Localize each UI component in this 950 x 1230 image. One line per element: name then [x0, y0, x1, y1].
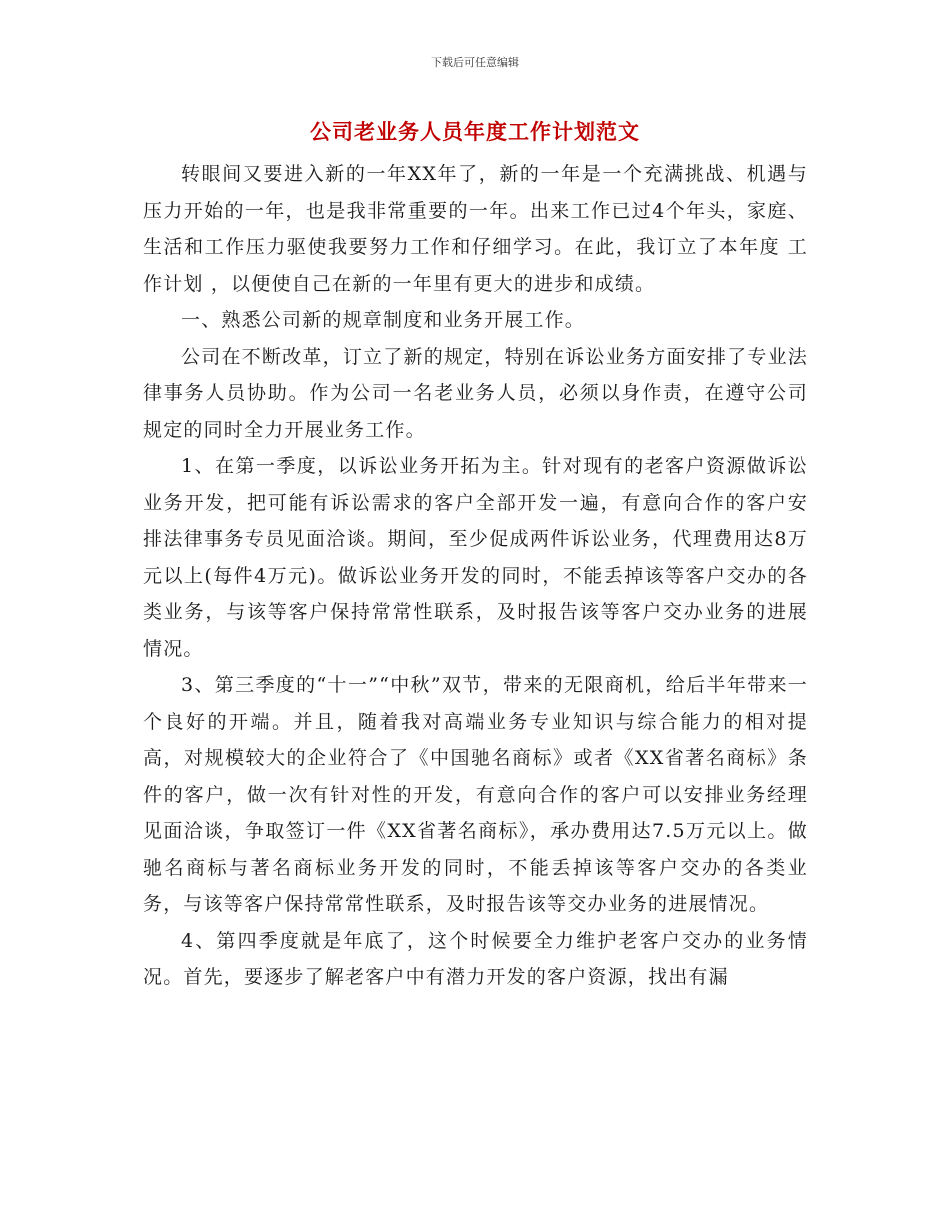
paragraph-third-quarter: 3、第三季度的“十一”“中秋”双节，带来的无限商机，给后半年带来一个良好的开端。并且，随着我对高端业务专业知识与综合能力的相对提高，对规模较大的企业符合了《中国驰名商标》或者《XX省著名商标》条件的客户，做一次有针对性的开发，有意向合作的客户可以安排业务经理见面洽谈，争取签订一件《XX省著名商标》，承办费用达7.5万元以上。做驰名商标与著名商标业务开发的同时，不能丢掉该等客户交办的各类业务，与该等客户保持常常性联系，及时报告该等交办业务的进展情况。 — [143, 674, 808, 915]
document-title: 公司老业务人员年度工作计划范文 — [310, 120, 640, 144]
header-note: 下载后可任意编辑 — [431, 56, 519, 69]
paragraph-first-quarter: 1、在第一季度，以诉讼业务开拓为主。针对现有的老客户资源做诉讼业务开发，把可能有诉讼需求的客户全部开发一遍，有意向合作的客户安排法律事务专员见面洽谈。期间，至少促成两件诉讼业务，代理费用达8万元以上(每件4万元)。做诉讼业务开发的同时，不能丢掉该等客户交办的各类业务，与该等客户保持常常性联系，及时报告该等客户交办业务的进展情况。 — [143, 455, 808, 660]
paragraph-fourth-quarter: 4、第四季度就是年底了，这个时候要全力维护老客户交办的业务情况。首先，要逐步了解老客户中有潜力开发的客户资源，找出有漏 — [143, 929, 808, 988]
paragraph-intro: 转眼间又要进入新的一年XX年了，新的一年是一个充满挑战、机遇与压力开始的一年，也是我非常重要的一年。出来工作已过4个年头，家庭、生活和工作压力驱使我要努力工作和仔细学习。在此，我订立了本年度 工作计划 ，以便使自己在新的一年里有更大的进步和成绩。 — [143, 163, 808, 295]
paragraph-section-heading: 一、熟悉公司新的规章制度和业务开展工作。 — [181, 309, 586, 331]
paragraph-company-reform: 公司在不断改革，订立了新的规定，特别在诉讼业务方面安排了专业法律事务人员协助。作为公司一名老业务人员，必须以身作责，在遵守公司规定的同时全力开展业务工作。 — [143, 345, 808, 441]
document-body — [143, 156, 808, 996]
